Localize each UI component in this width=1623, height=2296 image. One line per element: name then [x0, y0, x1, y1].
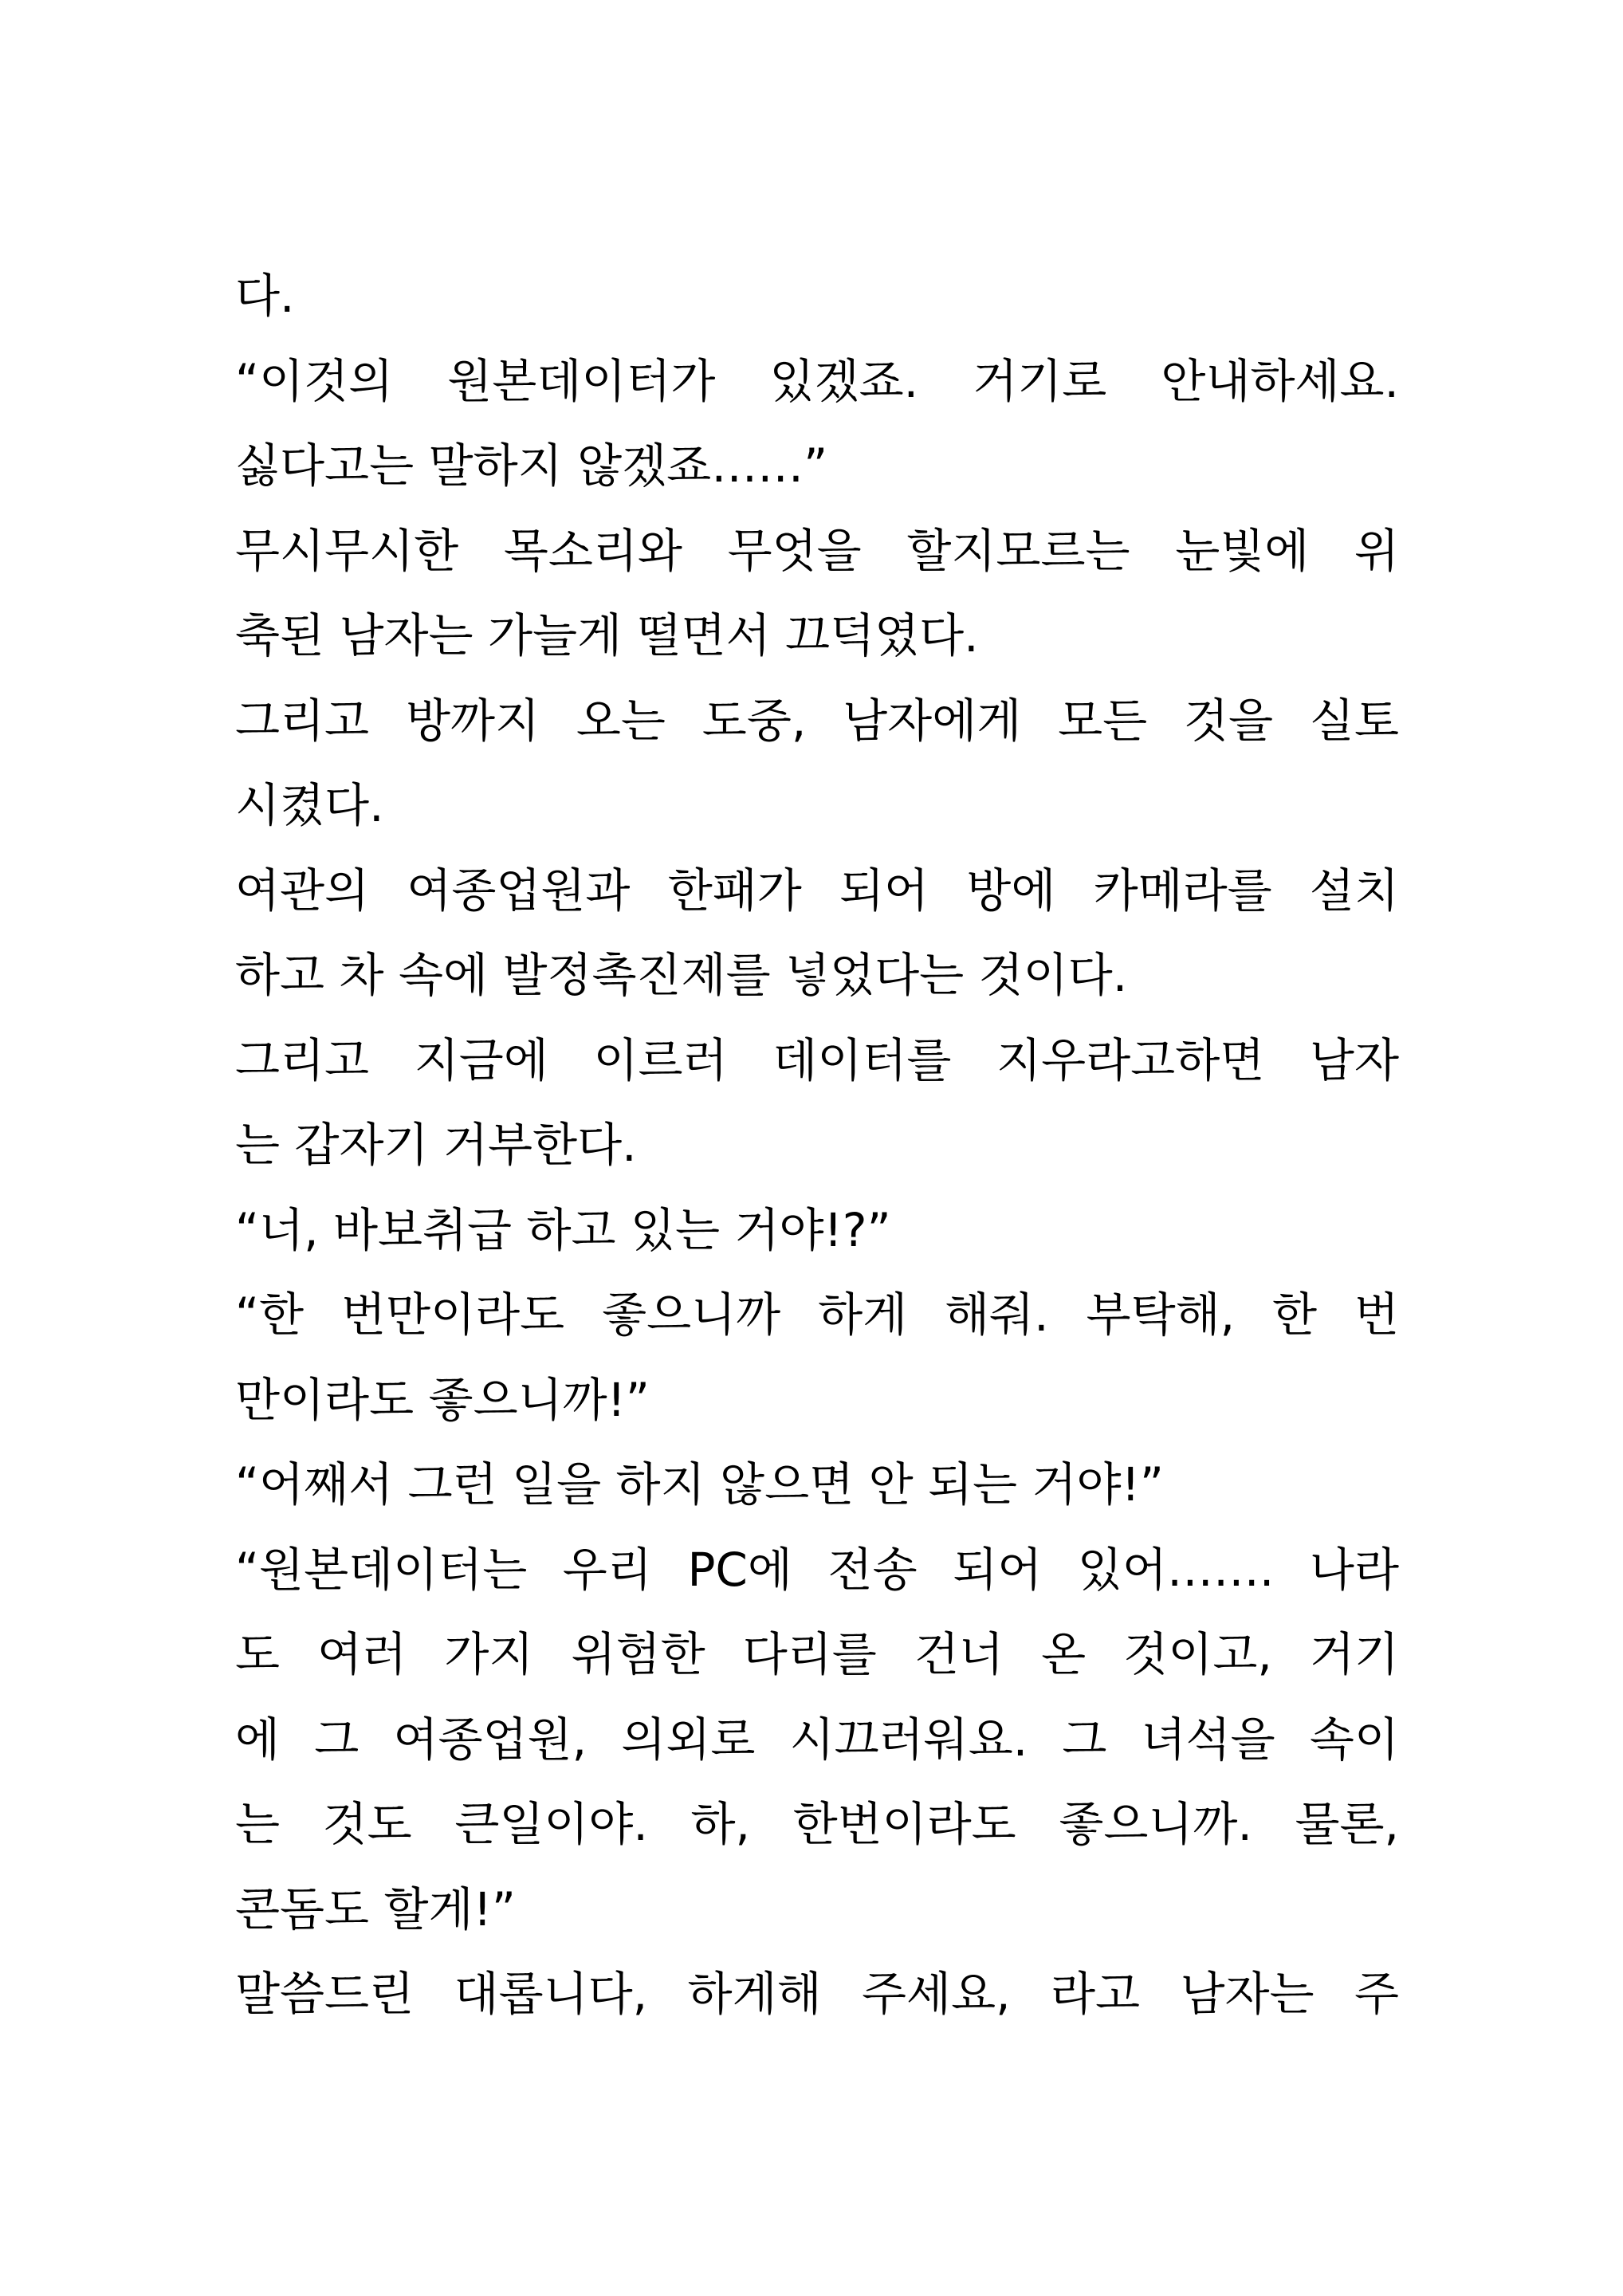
- text-line: 그리고 지금에 이르러 데이터를 지우라고하면 남자: [235, 1032, 1399, 1087]
- text-line: 말씀드린 대롭니다, 하게해 주세요, 라고 남자는 주: [235, 1967, 1399, 2021]
- text-line: 는 것도 큰일이야. 하, 한번이라도 좋으니까. 물론,: [235, 1797, 1399, 1851]
- text-line: 여관의 여종업원과 한패가 되어 방에 카메라를 설치: [235, 863, 1399, 918]
- body-text: [235, 254, 1399, 2037]
- text-line: 하고 차 속에 발정촉진제를 넣었다는 것이다.: [235, 948, 1128, 1002]
- text-line: 콘돔도 할게!”: [235, 1881, 516, 1936]
- text-line: 는 갑자기 거부한다.: [235, 1118, 637, 1172]
- text-line: 무시무시한 목소리와 무엇을 할지모르는 눈빛에 위: [235, 523, 1399, 578]
- text-line: 다.: [235, 269, 295, 323]
- text-line: 에 그 여종업원, 의외로 시끄러워요. 그 녀석을 속이: [235, 1712, 1399, 1767]
- text-line: 만이라도 좋으니까!”: [235, 1372, 650, 1427]
- text-line: “한 번만이라도 좋으니까 하게 해줘. 부탁해, 한 번: [235, 1288, 1399, 1342]
- text-line: 그리고 방까지 오는 도중, 남자에게 모든 것을 실토: [235, 693, 1399, 748]
- text-line: “이것의 원본데이터가 있겠죠. 거기로 안내하세요.: [235, 353, 1399, 408]
- text-line: 시켰다.: [235, 778, 384, 832]
- text-line: 축된 남자는 가늘게 떨면서 끄덕였다.: [235, 608, 979, 662]
- text-line: “원본데이터는 우리 PC에 전송 되어 있어……. 나라: [235, 1542, 1399, 1597]
- text-line: 싫다고는 말하지 않겠죠……”: [235, 438, 828, 493]
- text-line: “너, 바보취급 하고 있는 거야!?”: [235, 1202, 891, 1257]
- text-line: “어째서 그런 일을 하지 않으면 안 되는 거야!”: [235, 1457, 1164, 1512]
- text-line: 도 여러 가지 위험한 다리를 건너 온 것이고, 거기: [235, 1627, 1399, 1681]
